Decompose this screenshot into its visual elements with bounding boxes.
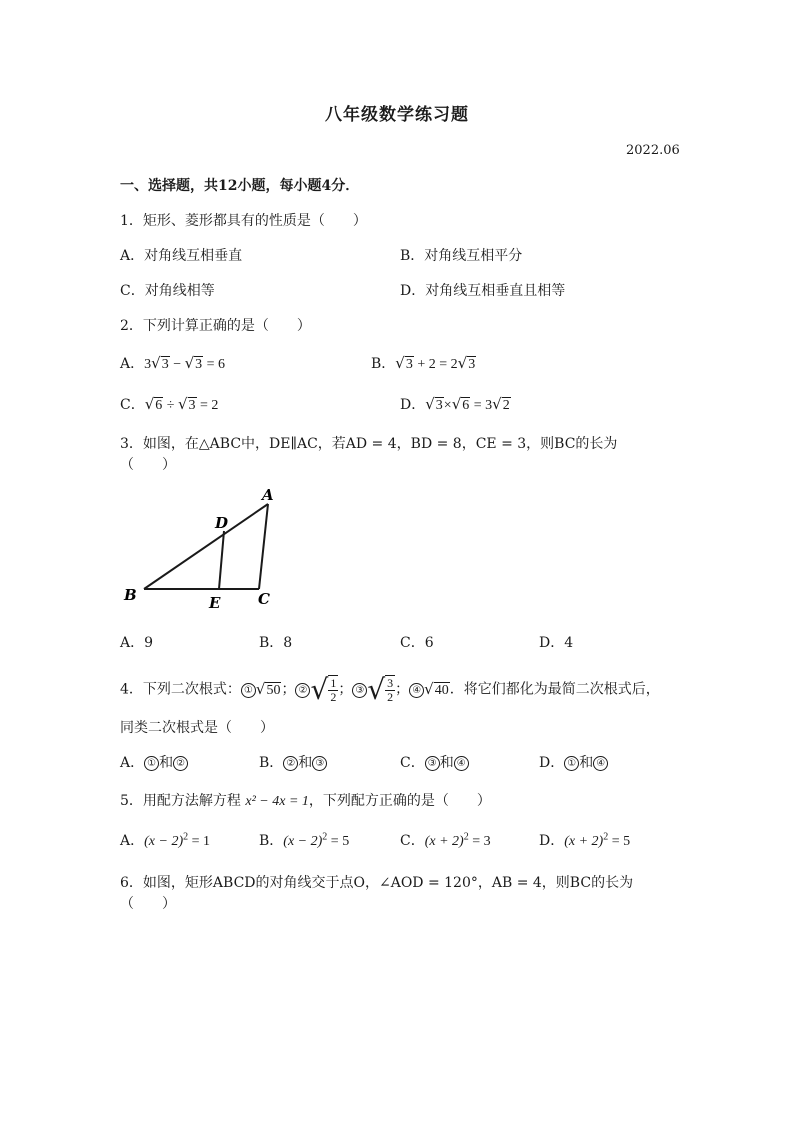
question-3-stem: 3．如图，在△ABC中，DE∥AC，若AD = 4，BD = 8，CE = 3，则BC的长为 [120, 436, 618, 452]
question-1-stem: 1．矩形、菱形都具有的性质是（ ） [120, 213, 367, 229]
q1-option-a: A．对角线互相垂直 [120, 248, 243, 264]
q2-option-a: A．3√3 − √3 = 6 [120, 354, 226, 372]
q3-option-c: C．6 [400, 635, 434, 651]
question-6-blank: （ ） [120, 896, 176, 912]
label-b: B [124, 586, 137, 604]
section-heading: 一、选择题，共12小题，每小题4分． [120, 178, 360, 194]
q1-option-b: B．对角线互相平分 [400, 248, 523, 264]
q5-option-a: A．$(x - 2)^2 = 1$ [120, 831, 211, 849]
circled-1: ① [241, 683, 256, 698]
segment-ca [259, 504, 268, 589]
circled-4: ④ [409, 683, 424, 698]
question-4-stem: 4．下列二次根式： ① √50； ② √ $\frac{1}{2}$ ； ③ √ $\frac{3}{2}$ ； ④ √40．将它们都化为最简二次根式后， [120, 672, 660, 706]
q1-option-d: D．对角线互相垂直且相等 [400, 283, 566, 299]
q4-option-c: C． ③ 和 ④ [400, 752, 469, 772]
label-d: D [215, 514, 229, 532]
q3-option-a: A．9 [120, 635, 154, 651]
segment-de [219, 531, 224, 589]
q2-option-b: B．√3 + 2 = 2√3 [371, 354, 476, 372]
question-4-stem-line2: 同类二次根式是（ ） [120, 720, 274, 736]
question-5-stem: 5．用配方法解方程 x² − 4x = 1，下列配方正确的是（ ） [120, 793, 491, 809]
q2-option-c: C．√6 ÷ √3 = 2 [120, 395, 219, 413]
question-6-stem: 6．如图，矩形ABCD的对角线交于点O，∠AOD = 120°，AB = 4，则BC的长为 [120, 875, 634, 891]
label-e: E [209, 594, 221, 612]
segment-ba [144, 504, 268, 589]
question-3-blank: （ ） [120, 457, 176, 473]
q5-option-c: C．$(x + 2)^2 = 3$ [400, 831, 491, 849]
q1-option-c: C．对角线相等 [120, 283, 215, 299]
q5-option-b: B．$(x - 2)^2 = 5$ [259, 831, 350, 849]
q4-option-a: A． ① 和 ② [120, 752, 188, 772]
page-title: 八年级数学练习题 [325, 105, 469, 125]
q3-option-b: B．8 [259, 635, 293, 651]
q5-option-d: D．$(x + 2)^2 = 5$ [539, 831, 631, 849]
triangle-figure [118, 482, 298, 612]
q2-option-d: D．√3×√6 = 3√2 [400, 395, 510, 413]
question-2-stem: 2．下列计算正确的是（ ） [120, 318, 311, 334]
q4-option-d: D． ① 和 ④ [539, 752, 608, 772]
circled-3: ③ [352, 683, 367, 698]
label-a: A [262, 486, 274, 504]
q3-option-d: D．4 [539, 635, 574, 651]
q4-option-b: B． ② 和 ③ [259, 752, 327, 772]
exam-date: 2022.06 [626, 143, 680, 158]
circled-2: ② [295, 683, 310, 698]
label-c: C [258, 590, 270, 608]
